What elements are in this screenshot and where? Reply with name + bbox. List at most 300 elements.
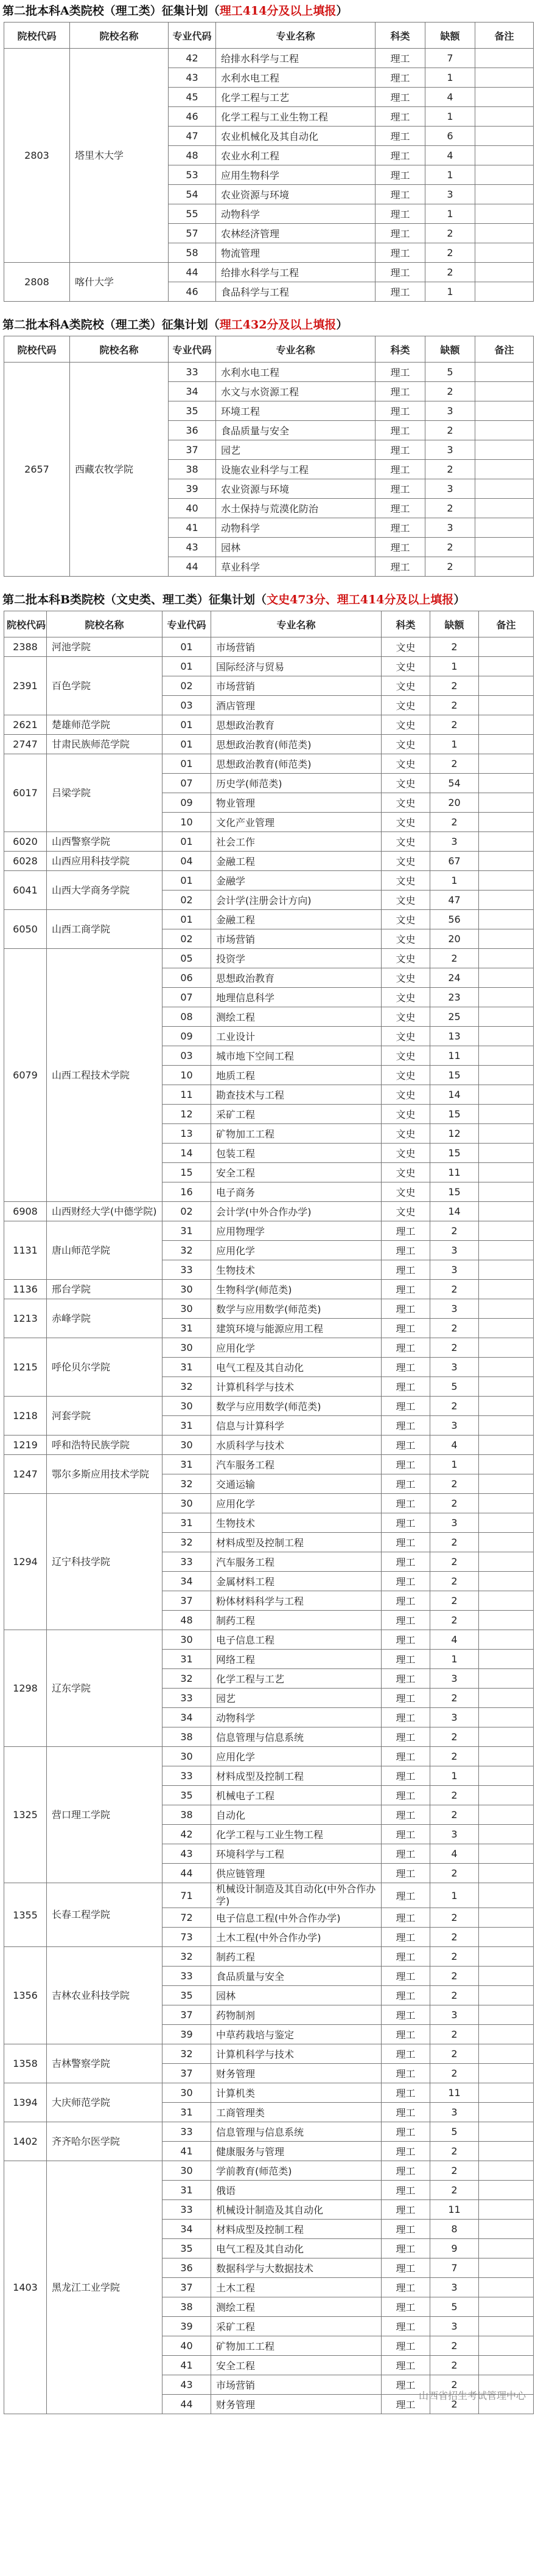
vacancy: 2 xyxy=(425,499,475,518)
major-code: 09 xyxy=(162,793,211,813)
vacancy: 20 xyxy=(430,929,479,949)
vacancy: 2 xyxy=(430,1786,479,1805)
school-name: 河池学院 xyxy=(47,637,162,657)
subject: 文史 xyxy=(382,852,430,871)
major-name: 金融学 xyxy=(211,871,382,890)
remark xyxy=(479,1046,534,1066)
major-code: 01 xyxy=(162,657,211,676)
vacancy: 2 xyxy=(425,243,475,263)
remark xyxy=(479,1630,534,1650)
vacancy: 1 xyxy=(425,107,475,127)
subject: 理工 xyxy=(376,440,425,460)
table-row xyxy=(4,1299,534,1319)
subject: 理工 xyxy=(382,2297,430,2317)
major-name: 制药工程 xyxy=(211,1947,382,1967)
subject: 理工 xyxy=(382,1727,430,1747)
subject: 理工 xyxy=(376,460,425,479)
school-code: 6079 xyxy=(4,949,47,1202)
major-name: 汽车服务工程 xyxy=(211,1552,382,1572)
remark xyxy=(479,735,534,754)
vacancy: 3 xyxy=(430,1260,479,1280)
admission-table xyxy=(4,22,534,302)
school-code: 2657 xyxy=(4,363,70,577)
remark xyxy=(479,1027,534,1046)
header-vacancy: 缺额 xyxy=(430,611,479,637)
school-code: 2621 xyxy=(4,715,47,735)
remark xyxy=(479,1319,534,1338)
school-name: 呼和浩特民族学院 xyxy=(47,1436,162,1455)
major-name: 会计学(注册会计方向) xyxy=(211,890,382,910)
school-name: 吕梁学院 xyxy=(47,754,162,832)
subject: 理工 xyxy=(382,1630,430,1650)
table-row xyxy=(4,1436,534,1455)
major-name: 环境科学与工程 xyxy=(211,1844,382,1864)
major-code: 55 xyxy=(169,204,216,224)
major-name: 给排水科学与工程 xyxy=(216,263,376,282)
major-name: 园艺 xyxy=(211,1689,382,1708)
major-code: 12 xyxy=(162,1105,211,1124)
subject: 理工 xyxy=(382,1397,430,1416)
vacancy: 7 xyxy=(430,2258,479,2278)
vacancy: 5 xyxy=(425,363,475,382)
vacancy: 2 xyxy=(430,1611,479,1630)
vacancy: 3 xyxy=(425,185,475,204)
major-code: 35 xyxy=(162,1986,211,2005)
vacancy: 11 xyxy=(430,2200,479,2220)
major-code: 32 xyxy=(162,1947,211,1967)
remark xyxy=(479,1338,534,1358)
subject: 文史 xyxy=(382,910,430,929)
remark xyxy=(475,421,534,440)
remark xyxy=(479,793,534,813)
school-code: 2808 xyxy=(4,263,70,302)
subject: 文史 xyxy=(382,1046,430,1066)
major-code: 31 xyxy=(162,1513,211,1533)
remark xyxy=(479,813,534,832)
table-row xyxy=(4,1630,534,1650)
vacancy: 15 xyxy=(430,1182,479,1202)
school-code: 6050 xyxy=(4,910,47,949)
vacancy: 3 xyxy=(430,2005,479,2025)
school-name: 营口理工学院 xyxy=(47,1747,162,1883)
subject: 理工 xyxy=(382,1689,430,1708)
subject: 理工 xyxy=(382,1572,430,1591)
table-row xyxy=(4,910,534,929)
remark xyxy=(479,1416,534,1436)
remark xyxy=(479,1260,534,1280)
vacancy: 5 xyxy=(430,1377,479,1397)
subject: 理工 xyxy=(382,2317,430,2336)
school-code: 6020 xyxy=(4,832,47,852)
subject: 理工 xyxy=(382,2161,430,2181)
subject: 理工 xyxy=(382,2142,430,2161)
remark xyxy=(475,401,534,421)
table-row xyxy=(4,1455,534,1474)
major-name: 食品质量与安全 xyxy=(216,421,376,440)
school-code: 6908 xyxy=(4,1202,47,1221)
major-code: 07 xyxy=(162,988,211,1007)
table-row xyxy=(4,871,534,890)
major-code: 46 xyxy=(169,282,216,302)
major-code: 01 xyxy=(162,910,211,929)
major-code: 16 xyxy=(162,1182,211,1202)
major-name: 供应链管理 xyxy=(211,1864,382,1883)
school-name: 河套学院 xyxy=(47,1397,162,1436)
major-name: 土木工程 xyxy=(211,2278,382,2297)
major-name: 地理信息科学 xyxy=(211,988,382,1007)
vacancy: 6 xyxy=(425,127,475,146)
major-code: 33 xyxy=(162,1967,211,1986)
vacancy: 1 xyxy=(430,657,479,676)
remark xyxy=(479,1844,534,1864)
major-name: 采矿工程 xyxy=(211,2317,382,2336)
subject: 理工 xyxy=(382,2258,430,2278)
subject: 文史 xyxy=(382,774,430,793)
remark xyxy=(479,1436,534,1455)
header-major: 专业名称 xyxy=(216,23,376,49)
vacancy: 4 xyxy=(430,1844,479,1864)
remark xyxy=(479,852,534,871)
section-title xyxy=(0,0,538,22)
school-name: 唐山师范学院 xyxy=(47,1221,162,1280)
vacancy: 4 xyxy=(425,146,475,165)
subject: 文史 xyxy=(382,968,430,988)
remark xyxy=(475,440,534,460)
remark xyxy=(479,1358,534,1377)
title-prefix: 第二批本科A类院校（理工类）征集计划（ xyxy=(2,318,220,332)
subject: 文史 xyxy=(382,657,430,676)
subject: 理工 xyxy=(382,1650,430,1669)
vacancy: 2 xyxy=(430,1533,479,1552)
vacancy: 2 xyxy=(430,1494,479,1513)
school-name: 喀什大学 xyxy=(70,263,169,302)
major-code: 02 xyxy=(162,1202,211,1221)
major-code: 34 xyxy=(162,1572,211,1591)
vacancy: 2 xyxy=(425,421,475,440)
major-code: 32 xyxy=(162,1669,211,1689)
major-name: 财务管理 xyxy=(211,2064,382,2083)
subject: 文史 xyxy=(382,813,430,832)
vacancy: 14 xyxy=(430,1202,479,1221)
remark xyxy=(479,1825,534,1844)
remark xyxy=(479,1908,534,1928)
major-name: 给排水科学与工程 xyxy=(216,49,376,68)
subject: 文史 xyxy=(382,715,430,735)
major-code: 14 xyxy=(162,1144,211,1163)
header-vacancy: 缺额 xyxy=(425,23,475,49)
subject: 理工 xyxy=(382,2025,430,2044)
major-code: 43 xyxy=(162,2375,211,2395)
vacancy: 3 xyxy=(430,1416,479,1436)
major-code: 33 xyxy=(169,363,216,382)
vacancy: 2 xyxy=(430,1908,479,1928)
subject: 文史 xyxy=(382,735,430,754)
subject: 理工 xyxy=(382,1280,430,1299)
subject: 文史 xyxy=(382,1085,430,1105)
subject: 理工 xyxy=(376,401,425,421)
major-name: 水土保持与荒漠化防治 xyxy=(216,499,376,518)
remark xyxy=(479,2356,534,2375)
vacancy: 3 xyxy=(430,2103,479,2122)
subject: 理工 xyxy=(382,1436,430,1455)
major-name: 金属材料工程 xyxy=(211,1572,382,1591)
vacancy: 54 xyxy=(430,774,479,793)
subject: 文史 xyxy=(382,929,430,949)
table-row xyxy=(4,754,534,774)
major-name: 电子信息工程(中外合作办学) xyxy=(211,1908,382,1928)
major-name: 食品质量与安全 xyxy=(211,1967,382,1986)
vacancy: 9 xyxy=(430,2239,479,2258)
vacancy: 15 xyxy=(430,1066,479,1085)
subject: 理工 xyxy=(382,2005,430,2025)
vacancy: 2 xyxy=(430,2064,479,2083)
major-code: 07 xyxy=(162,774,211,793)
school-name: 楚雄师范学院 xyxy=(47,715,162,735)
table-row xyxy=(4,715,534,735)
subject: 文史 xyxy=(382,754,430,774)
vacancy: 2 xyxy=(430,2161,479,2181)
title-suffix: ） xyxy=(453,593,466,606)
major-name: 材料成型及控制工程 xyxy=(211,1766,382,1786)
vacancy: 3 xyxy=(430,832,479,852)
remark xyxy=(475,107,534,127)
vacancy: 2 xyxy=(430,1689,479,1708)
major-code: 09 xyxy=(162,1027,211,1046)
header-major-code: 专业代码 xyxy=(169,336,216,363)
major-name: 水文与水资源工程 xyxy=(216,382,376,401)
subject: 理工 xyxy=(382,2395,430,2414)
subject: 理工 xyxy=(382,2044,430,2064)
subject: 理工 xyxy=(376,518,425,538)
vacancy: 4 xyxy=(430,1630,479,1650)
major-code: 47 xyxy=(169,127,216,146)
school-name: 百色学院 xyxy=(47,657,162,715)
vacancy: 1 xyxy=(430,1883,479,1908)
school-code: 1218 xyxy=(4,1397,47,1436)
header-code: 院校代码 xyxy=(4,611,47,637)
vacancy: 1 xyxy=(425,68,475,88)
major-name: 市场营销 xyxy=(211,676,382,696)
vacancy: 2 xyxy=(430,715,479,735)
table-row xyxy=(4,1280,534,1299)
major-name: 农业机械化及其自动化 xyxy=(216,127,376,146)
remark xyxy=(479,1708,534,1727)
subject: 理工 xyxy=(382,1805,430,1825)
major-code: 02 xyxy=(162,890,211,910)
major-name: 城市地下空间工程 xyxy=(211,1046,382,1066)
remark xyxy=(475,382,534,401)
school-name: 大庆师范学院 xyxy=(47,2083,162,2122)
vacancy: 3 xyxy=(430,1513,479,1533)
vacancy: 2 xyxy=(425,382,475,401)
major-code: 43 xyxy=(162,1844,211,1864)
remark xyxy=(479,1883,534,1908)
table-row xyxy=(4,263,534,282)
vacancy: 14 xyxy=(430,1085,479,1105)
header-school: 院校名称 xyxy=(70,23,169,49)
remark xyxy=(479,1947,534,1967)
subject: 理工 xyxy=(382,2181,430,2200)
header-remark: 备注 xyxy=(475,23,534,49)
major-code: 48 xyxy=(169,146,216,165)
major-code: 01 xyxy=(162,735,211,754)
remark xyxy=(479,1611,534,1630)
major-code: 33 xyxy=(162,1766,211,1786)
subject: 文史 xyxy=(382,1105,430,1124)
remark xyxy=(479,871,534,890)
vacancy: 2 xyxy=(430,1947,479,1967)
remark xyxy=(479,949,534,968)
major-name: 计算机类 xyxy=(211,2083,382,2103)
remark xyxy=(479,1494,534,1513)
major-code: 32 xyxy=(162,1241,211,1260)
major-name: 粉体材料科学与工程 xyxy=(211,1591,382,1611)
subject: 文史 xyxy=(382,871,430,890)
subject: 文史 xyxy=(382,676,430,696)
subject: 理工 xyxy=(382,1844,430,1864)
subject: 理工 xyxy=(382,1416,430,1436)
remark xyxy=(479,1455,534,1474)
major-name: 矿物加工工程 xyxy=(211,1124,382,1144)
major-name: 应用化学 xyxy=(211,1747,382,1766)
major-code: 08 xyxy=(162,1007,211,1027)
table-row xyxy=(4,1883,534,1908)
school-name: 山西工商学院 xyxy=(47,910,162,949)
major-code: 73 xyxy=(162,1928,211,1947)
header-subject: 科类 xyxy=(376,336,425,363)
major-name: 数学与应用数学(师范类) xyxy=(211,1397,382,1416)
school-name: 长春工程学院 xyxy=(47,1883,162,1947)
major-name: 应用化学 xyxy=(211,1494,382,1513)
subject: 理工 xyxy=(382,1883,430,1908)
remark xyxy=(479,1144,534,1163)
major-code: 34 xyxy=(162,2220,211,2239)
header-subject: 科类 xyxy=(382,611,430,637)
subject: 文史 xyxy=(382,1027,430,1046)
subject: 理工 xyxy=(376,557,425,577)
remark xyxy=(475,282,534,302)
vacancy: 3 xyxy=(430,1299,479,1319)
major-code: 48 xyxy=(162,1611,211,1630)
major-code: 06 xyxy=(162,968,211,988)
section-spacer xyxy=(0,302,538,314)
remark xyxy=(479,696,534,715)
major-code: 43 xyxy=(169,68,216,88)
subject: 理工 xyxy=(376,538,425,557)
vacancy: 5 xyxy=(430,2122,479,2142)
major-name: 电子商务 xyxy=(211,1182,382,1202)
subject: 理工 xyxy=(376,421,425,440)
remark xyxy=(479,1766,534,1786)
remark xyxy=(479,2220,534,2239)
major-code: 01 xyxy=(162,832,211,852)
title-highlight: 理工432分及以上填报 xyxy=(219,318,337,332)
admission-table xyxy=(4,336,534,577)
major-name: 数学与应用数学(师范类) xyxy=(211,1299,382,1319)
major-name: 安全工程 xyxy=(211,2356,382,2375)
remark xyxy=(479,715,534,735)
school-code: 6017 xyxy=(4,754,47,832)
subject: 理工 xyxy=(376,499,425,518)
vacancy: 2 xyxy=(430,2336,479,2356)
school-name: 呼伦贝尔学院 xyxy=(47,1338,162,1397)
major-name: 化学工程与工艺 xyxy=(216,88,376,107)
subject: 理工 xyxy=(382,1611,430,1630)
remark xyxy=(479,1786,534,1805)
table-row xyxy=(4,657,534,676)
school-code: 1358 xyxy=(4,2044,47,2083)
major-name: 酒店管理 xyxy=(211,696,382,715)
vacancy: 4 xyxy=(430,1436,479,1455)
major-name: 金融工程 xyxy=(211,910,382,929)
major-name: 生物科学(师范类) xyxy=(211,1280,382,1299)
major-code: 37 xyxy=(162,2064,211,2083)
subject: 文史 xyxy=(382,1182,430,1202)
table-row xyxy=(4,1397,534,1416)
vacancy: 15 xyxy=(430,1105,479,1124)
subject: 理工 xyxy=(376,263,425,282)
school-name: 齐齐哈尔医学院 xyxy=(47,2122,162,2161)
table-row xyxy=(4,832,534,852)
major-code: 31 xyxy=(162,1358,211,1377)
major-code: 53 xyxy=(169,165,216,185)
subject: 理工 xyxy=(382,2336,430,2356)
school-code: 2391 xyxy=(4,657,47,715)
major-code: 30 xyxy=(162,1630,211,1650)
major-code: 31 xyxy=(162,2181,211,2200)
subject: 理工 xyxy=(376,243,425,263)
major-name: 网络工程 xyxy=(211,1650,382,1669)
school-code: 2803 xyxy=(4,49,70,263)
major-name: 电子信息工程 xyxy=(211,1630,382,1650)
vacancy: 2 xyxy=(430,1864,479,1883)
subject: 文史 xyxy=(382,832,430,852)
major-name: 环境工程 xyxy=(216,401,376,421)
remark xyxy=(479,988,534,1007)
subject: 理工 xyxy=(382,2064,430,2083)
remark xyxy=(475,243,534,263)
vacancy: 2 xyxy=(425,538,475,557)
subject: 理工 xyxy=(382,2083,430,2103)
remark xyxy=(475,460,534,479)
major-name: 建筑环境与能源应用工程 xyxy=(211,1319,382,1338)
major-code: 31 xyxy=(162,1416,211,1436)
vacancy: 1 xyxy=(425,165,475,185)
subject: 理工 xyxy=(382,1552,430,1572)
major-code: 40 xyxy=(169,499,216,518)
watermark: 山西省招生考试管理中心 xyxy=(418,2390,526,2401)
major-code: 01 xyxy=(162,754,211,774)
major-name: 学前教育(师范类) xyxy=(211,2161,382,2181)
vacancy: 4 xyxy=(425,88,475,107)
remark xyxy=(479,754,534,774)
school-code: 2747 xyxy=(4,735,47,754)
vacancy: 2 xyxy=(430,1338,479,1358)
table-row xyxy=(4,735,534,754)
vacancy: 2 xyxy=(425,460,475,479)
major-code: 32 xyxy=(162,1474,211,1494)
header-school: 院校名称 xyxy=(70,336,169,363)
table-row xyxy=(4,49,534,68)
major-name: 矿物加工工程 xyxy=(211,2336,382,2356)
subject: 理工 xyxy=(382,1747,430,1766)
school-name: 吉林警察学院 xyxy=(47,2044,162,2083)
major-name: 动物科学 xyxy=(216,518,376,538)
remark xyxy=(475,127,534,146)
remark xyxy=(479,910,534,929)
school-name: 山西大学商务学院 xyxy=(47,871,162,910)
subject: 文史 xyxy=(382,793,430,813)
